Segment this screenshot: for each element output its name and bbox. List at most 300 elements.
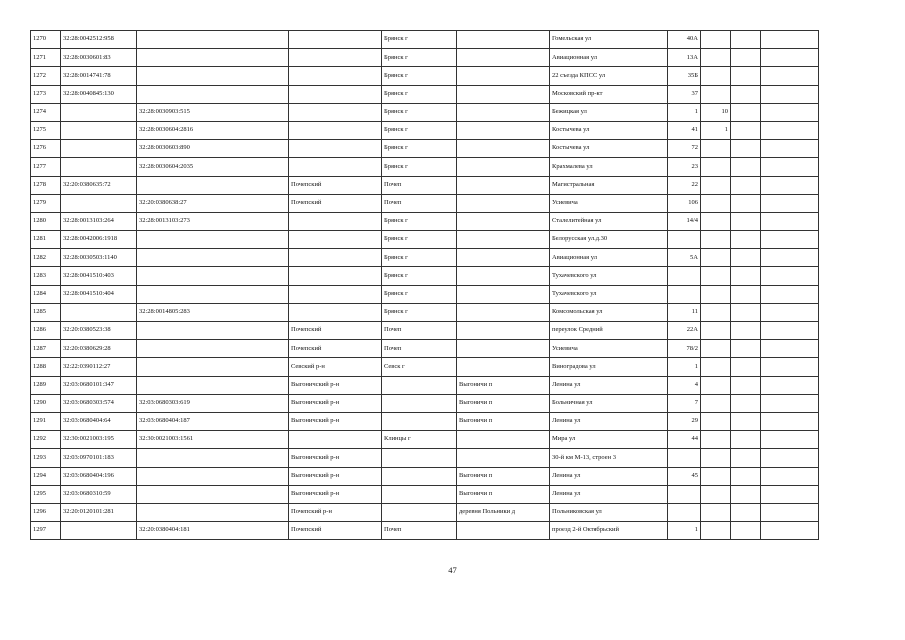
table-row	[31, 231, 819, 249]
cadastral-number-cell: 32:03:0680101:347	[61, 376, 137, 394]
building-cell	[701, 285, 731, 303]
house-number-cell: 37	[668, 85, 701, 103]
extra-cell	[761, 85, 819, 103]
extra-cell	[761, 431, 819, 449]
building-cadastral-number-cell: 32:20:0380638:27	[137, 194, 289, 212]
house-number-cell	[668, 267, 701, 285]
settlement-cell	[457, 249, 550, 267]
building-cell	[701, 194, 731, 212]
cadastral-number-cell: 32:20:0380523:38	[61, 322, 137, 340]
apartment-cell	[731, 394, 761, 412]
cadastral-number-cell: 32:28:0013103:264	[61, 212, 137, 230]
building-cell	[701, 67, 731, 85]
street-cell: Ленина ул	[550, 376, 668, 394]
house-number-cell	[668, 285, 701, 303]
table-row	[31, 212, 819, 230]
building-cell	[701, 449, 731, 467]
city-cell	[382, 412, 457, 430]
city-cell	[382, 467, 457, 485]
building-cadastral-number-cell	[137, 467, 289, 485]
cadastral-number-cell	[61, 103, 137, 121]
settlement-cell: Выгоничи п	[457, 412, 550, 430]
apartment-cell	[731, 140, 761, 158]
cadastral-number-cell: 32:28:0042006:1918	[61, 231, 137, 249]
building-cell	[701, 212, 731, 230]
extra-cell	[761, 212, 819, 230]
table-row	[31, 267, 819, 285]
house-number-cell: 11	[668, 303, 701, 321]
street-cell: 30-й км М-13, строен 3	[550, 449, 668, 467]
row-number-cell: 1285	[31, 303, 61, 321]
street-cell: Бежицкая ул	[550, 103, 668, 121]
table-row	[31, 485, 819, 503]
district-cell	[289, 212, 382, 230]
extra-cell	[761, 103, 819, 121]
row-number-cell: 1287	[31, 340, 61, 358]
district-cell	[289, 267, 382, 285]
street-cell: Московский пр-кт	[550, 85, 668, 103]
district-cell	[289, 140, 382, 158]
apartment-cell	[731, 303, 761, 321]
house-number-cell: 1	[668, 103, 701, 121]
city-cell: Брянск г	[382, 267, 457, 285]
house-number-cell: 22	[668, 176, 701, 194]
table-row	[31, 467, 819, 485]
street-cell: Гомельская ул	[550, 31, 668, 49]
table-row	[31, 194, 819, 212]
apartment-cell	[731, 522, 761, 540]
settlement-cell	[457, 358, 550, 376]
row-number-cell: 1279	[31, 194, 61, 212]
city-cell	[382, 394, 457, 412]
district-cell: Выгоничский р-н	[289, 449, 382, 467]
building-cell	[701, 158, 731, 176]
street-cell: переулок Средний	[550, 322, 668, 340]
extra-cell	[761, 394, 819, 412]
settlement-cell	[457, 285, 550, 303]
cadastral-number-cell	[61, 158, 137, 176]
settlement-cell	[457, 431, 550, 449]
row-number-cell: 1291	[31, 412, 61, 430]
settlement-cell	[457, 231, 550, 249]
city-cell: Брянск г	[382, 85, 457, 103]
extra-cell	[761, 522, 819, 540]
cadastral-number-cell: 32:20:0120101:281	[61, 503, 137, 521]
street-cell: Белорусская ул.д.30	[550, 231, 668, 249]
cadastral-number-cell: 32:03:0680404:64	[61, 412, 137, 430]
street-cell: Тухачевского ул	[550, 285, 668, 303]
city-cell: Почеп	[382, 194, 457, 212]
extra-cell	[761, 412, 819, 430]
city-cell: Брянск г	[382, 67, 457, 85]
settlement-cell	[457, 303, 550, 321]
row-number-cell: 1295	[31, 485, 61, 503]
city-cell: Брянск г	[382, 303, 457, 321]
building-cell	[701, 467, 731, 485]
cadastral-number-cell: 32:28:0041510:403	[61, 267, 137, 285]
table-row	[31, 503, 819, 521]
row-number-cell: 1275	[31, 121, 61, 139]
building-cadastral-number-cell	[137, 358, 289, 376]
table-row	[31, 285, 819, 303]
building-cadastral-number-cell: 32:03:0680404:187	[137, 412, 289, 430]
extra-cell	[761, 376, 819, 394]
street-cell: Ленина ул	[550, 412, 668, 430]
city-cell: Брянск г	[382, 121, 457, 139]
table-row	[31, 376, 819, 394]
apartment-cell	[731, 412, 761, 430]
settlement-cell	[457, 194, 550, 212]
row-number-cell: 1289	[31, 376, 61, 394]
district-cell: Севский р-н	[289, 358, 382, 376]
building-cell: 1	[701, 121, 731, 139]
building-cadastral-number-cell: 32:28:0014805:283	[137, 303, 289, 321]
house-number-cell: 4	[668, 376, 701, 394]
extra-cell	[761, 303, 819, 321]
house-number-cell: 45	[668, 467, 701, 485]
settlement-cell: деревня Польники д	[457, 503, 550, 521]
extra-cell	[761, 231, 819, 249]
building-cadastral-number-cell	[137, 376, 289, 394]
row-number-cell: 1290	[31, 394, 61, 412]
apartment-cell	[731, 212, 761, 230]
district-cell	[289, 85, 382, 103]
city-cell: Брянск г	[382, 231, 457, 249]
building-cell	[701, 522, 731, 540]
apartment-cell	[731, 67, 761, 85]
settlement-cell	[457, 340, 550, 358]
city-cell: Брянск г	[382, 140, 457, 158]
street-cell: Больничная ул	[550, 394, 668, 412]
city-cell	[382, 503, 457, 521]
settlement-cell	[457, 103, 550, 121]
row-number-cell: 1288	[31, 358, 61, 376]
row-number-cell: 1286	[31, 322, 61, 340]
building-cadastral-number-cell: 32:28:0030604:2035	[137, 158, 289, 176]
extra-cell	[761, 158, 819, 176]
settlement-cell: Выгоничи п	[457, 467, 550, 485]
apartment-cell	[731, 503, 761, 521]
city-cell: Брянск г	[382, 31, 457, 49]
settlement-cell	[457, 522, 550, 540]
page-number: 47	[448, 565, 457, 575]
row-number-cell: 1272	[31, 67, 61, 85]
cadastral-number-cell	[61, 303, 137, 321]
city-cell: Брянск г	[382, 212, 457, 230]
house-number-cell: 22А	[668, 322, 701, 340]
city-cell: Клинцы г	[382, 431, 457, 449]
apartment-cell	[731, 158, 761, 176]
extra-cell	[761, 121, 819, 139]
row-number-cell: 1294	[31, 467, 61, 485]
cadastral-number-cell: 32:20:0380635:72	[61, 176, 137, 194]
building-cadastral-number-cell	[137, 31, 289, 49]
apartment-cell	[731, 485, 761, 503]
building-cadastral-number-cell: 32:30:0021003:1561	[137, 431, 289, 449]
city-cell	[382, 376, 457, 394]
cadastral-number-cell: 32:03:0680404:196	[61, 467, 137, 485]
apartment-cell	[731, 431, 761, 449]
cadastral-number-cell: 32:28:0042512:958	[61, 31, 137, 49]
settlement-cell	[457, 212, 550, 230]
district-cell	[289, 103, 382, 121]
cadastral-number-cell: 32:28:0030601:83	[61, 49, 137, 67]
extra-cell	[761, 322, 819, 340]
cadastral-number-cell: 32:03:0970101:183	[61, 449, 137, 467]
settlement-cell	[457, 176, 550, 194]
building-cadastral-number-cell	[137, 340, 289, 358]
apartment-cell	[731, 267, 761, 285]
row-number-cell: 1293	[31, 449, 61, 467]
apartment-cell	[731, 49, 761, 67]
settlement-cell: Выгоничи п	[457, 394, 550, 412]
house-number-cell: 40А	[668, 31, 701, 49]
extra-cell	[761, 140, 819, 158]
street-cell: Костычева ул	[550, 140, 668, 158]
cadastral-number-cell: 32:28:0041510:404	[61, 285, 137, 303]
city-cell	[382, 449, 457, 467]
building-cell	[701, 303, 731, 321]
street-cell: Сталелитейная ул	[550, 212, 668, 230]
house-number-cell	[668, 449, 701, 467]
apartment-cell	[731, 231, 761, 249]
row-number-cell: 1277	[31, 158, 61, 176]
apartment-cell	[731, 467, 761, 485]
street-cell: Крахмалева ул	[550, 158, 668, 176]
district-cell: Выгоничский р-н	[289, 485, 382, 503]
cadastral-number-cell: 32:03:0680303:574	[61, 394, 137, 412]
document-page	[30, 30, 818, 540]
apartment-cell	[731, 121, 761, 139]
row-number-cell: 1281	[31, 231, 61, 249]
apartment-cell	[731, 103, 761, 121]
street-cell: Усиевича	[550, 340, 668, 358]
table-row	[31, 121, 819, 139]
extra-cell	[761, 449, 819, 467]
table-row	[31, 303, 819, 321]
street-cell: Мира ул	[550, 431, 668, 449]
extra-cell	[761, 285, 819, 303]
apartment-cell	[731, 249, 761, 267]
city-cell: Брянск г	[382, 285, 457, 303]
city-cell	[382, 485, 457, 503]
apartment-cell	[731, 340, 761, 358]
settlement-cell	[457, 322, 550, 340]
building-cell	[701, 485, 731, 503]
table-row	[31, 522, 819, 540]
extra-cell	[761, 358, 819, 376]
apartment-cell	[731, 194, 761, 212]
building-cadastral-number-cell	[137, 231, 289, 249]
house-number-cell: 14/4	[668, 212, 701, 230]
table-row	[31, 176, 819, 194]
registry-table	[30, 30, 819, 540]
row-number-cell: 1271	[31, 49, 61, 67]
street-cell: Ленина ул	[550, 467, 668, 485]
extra-cell	[761, 249, 819, 267]
city-cell: Почеп	[382, 340, 457, 358]
settlement-cell	[457, 85, 550, 103]
street-cell: Комсомольская ул	[550, 303, 668, 321]
house-number-cell	[668, 503, 701, 521]
building-cadastral-number-cell: 32:28:0030603:890	[137, 140, 289, 158]
district-cell	[289, 67, 382, 85]
city-cell: Брянск г	[382, 103, 457, 121]
apartment-cell	[731, 376, 761, 394]
table-row	[31, 322, 819, 340]
settlement-cell: Выгоничи п	[457, 485, 550, 503]
building-cadastral-number-cell	[137, 249, 289, 267]
street-cell: Авиационная ул	[550, 249, 668, 267]
settlement-cell	[457, 31, 550, 49]
table-row	[31, 140, 819, 158]
building-cadastral-number-cell: 32:28:0013103:273	[137, 212, 289, 230]
building-cadastral-number-cell	[137, 285, 289, 303]
building-cell	[701, 431, 731, 449]
building-cell	[701, 85, 731, 103]
street-cell: проезд 2-й Октябрьский	[550, 522, 668, 540]
building-cadastral-number-cell	[137, 267, 289, 285]
apartment-cell	[731, 358, 761, 376]
street-cell: Авиационная ул	[550, 49, 668, 67]
table-row	[31, 158, 819, 176]
building-cadastral-number-cell: 32:28:0030604:2816	[137, 121, 289, 139]
building-cadastral-number-cell: 32:03:0680303:619	[137, 394, 289, 412]
building-cell	[701, 503, 731, 521]
district-cell	[289, 49, 382, 67]
district-cell: Выгоничский р-н	[289, 412, 382, 430]
street-cell: Виноградова ул	[550, 358, 668, 376]
building-cadastral-number-cell	[137, 49, 289, 67]
street-cell: Усиевича	[550, 194, 668, 212]
row-number-cell: 1283	[31, 267, 61, 285]
row-number-cell: 1284	[31, 285, 61, 303]
cadastral-number-cell: 32:30:0021003:195	[61, 431, 137, 449]
building-cadastral-number-cell	[137, 449, 289, 467]
cadastral-number-cell: 32:20:0380629:28	[61, 340, 137, 358]
building-cadastral-number-cell	[137, 503, 289, 521]
house-number-cell: 13А	[668, 49, 701, 67]
house-number-cell: 7	[668, 394, 701, 412]
settlement-cell	[457, 449, 550, 467]
district-cell	[289, 285, 382, 303]
row-number-cell: 1280	[31, 212, 61, 230]
district-cell	[289, 31, 382, 49]
building-cell	[701, 231, 731, 249]
apartment-cell	[731, 176, 761, 194]
cadastral-number-cell	[61, 194, 137, 212]
building-cadastral-number-cell: 32:28:0030903:515	[137, 103, 289, 121]
building-cell	[701, 322, 731, 340]
district-cell: Почепский	[289, 322, 382, 340]
row-number-cell: 1297	[31, 522, 61, 540]
district-cell	[289, 249, 382, 267]
settlement-cell	[457, 267, 550, 285]
building-cadastral-number-cell: 32:20:0380404:181	[137, 522, 289, 540]
cadastral-number-cell: 32:28:0040845:130	[61, 85, 137, 103]
building-cell: 10	[701, 103, 731, 121]
city-cell: Брянск г	[382, 49, 457, 67]
city-cell: Почеп	[382, 176, 457, 194]
extra-cell	[761, 467, 819, 485]
apartment-cell	[731, 322, 761, 340]
cadastral-number-cell	[61, 140, 137, 158]
district-cell: Выгоничский р-н	[289, 467, 382, 485]
table-row	[31, 249, 819, 267]
district-cell: Почепский	[289, 522, 382, 540]
house-number-cell: 106	[668, 194, 701, 212]
cadastral-number-cell: 32:22:0390112:27	[61, 358, 137, 376]
cadastral-number-cell: 32:28:0030503:1140	[61, 249, 137, 267]
district-cell: Почепский	[289, 340, 382, 358]
building-cadastral-number-cell	[137, 485, 289, 503]
row-number-cell: 1270	[31, 31, 61, 49]
district-cell	[289, 158, 382, 176]
house-number-cell: 78/2	[668, 340, 701, 358]
extra-cell	[761, 31, 819, 49]
street-cell: Тухачевского ул	[550, 267, 668, 285]
extra-cell	[761, 485, 819, 503]
district-cell	[289, 121, 382, 139]
table-row	[31, 394, 819, 412]
cadastral-number-cell	[61, 121, 137, 139]
table-row	[31, 31, 819, 49]
table-row	[31, 85, 819, 103]
city-cell: Почеп	[382, 322, 457, 340]
building-cell	[701, 340, 731, 358]
extra-cell	[761, 49, 819, 67]
row-number-cell: 1292	[31, 431, 61, 449]
settlement-cell	[457, 67, 550, 85]
row-number-cell: 1296	[31, 503, 61, 521]
building-cadastral-number-cell	[137, 67, 289, 85]
row-number-cell: 1276	[31, 140, 61, 158]
city-cell: Севск г	[382, 358, 457, 376]
house-number-cell: 1	[668, 522, 701, 540]
house-number-cell: 44	[668, 431, 701, 449]
building-cadastral-number-cell	[137, 85, 289, 103]
district-cell: Почепский р-н	[289, 503, 382, 521]
building-cell	[701, 176, 731, 194]
house-number-cell: 72	[668, 140, 701, 158]
settlement-cell	[457, 140, 550, 158]
table-row	[31, 358, 819, 376]
extra-cell	[761, 267, 819, 285]
cadastral-number-cell: 32:03:0680310:59	[61, 485, 137, 503]
table-row	[31, 49, 819, 67]
apartment-cell	[731, 449, 761, 467]
house-number-cell: 29	[668, 412, 701, 430]
building-cadastral-number-cell	[137, 176, 289, 194]
building-cell	[701, 358, 731, 376]
apartment-cell	[731, 85, 761, 103]
settlement-cell	[457, 121, 550, 139]
cadastral-number-cell	[61, 522, 137, 540]
district-cell	[289, 231, 382, 249]
street-cell: Ленина ул	[550, 485, 668, 503]
house-number-cell: 23	[668, 158, 701, 176]
row-number-cell: 1282	[31, 249, 61, 267]
district-cell	[289, 303, 382, 321]
table-body	[31, 31, 819, 540]
table-row	[31, 67, 819, 85]
settlement-cell	[457, 158, 550, 176]
house-number-cell	[668, 231, 701, 249]
cadastral-number-cell: 32:28:0014741:78	[61, 67, 137, 85]
district-cell: Выгоничский р-н	[289, 376, 382, 394]
table-row	[31, 431, 819, 449]
table-row	[31, 103, 819, 121]
